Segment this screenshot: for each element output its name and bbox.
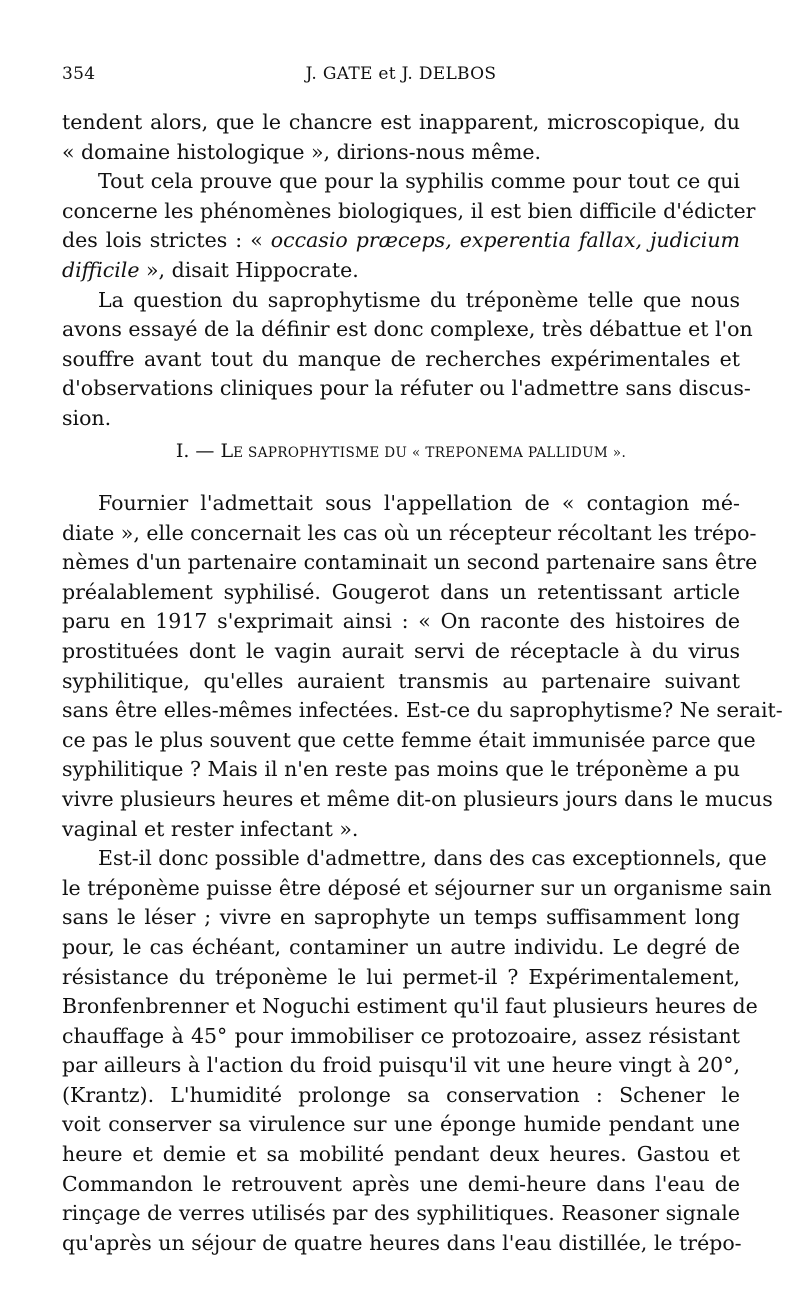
- text-line: concerne les phénomènes biologiques, il est bien difficile d'édicter: [62, 198, 756, 223]
- text-line: Est-il donc possible d'admettre, dans des cas exceptionnels, que: [98, 846, 767, 871]
- text-line: d'observations cliniques pour la réfuter ou l'admettre sans discus-: [62, 376, 751, 401]
- page-number: 354: [62, 64, 96, 84]
- section-title-initial: L: [220, 440, 234, 462]
- text-line: « domaine histologique », dirions-nous même.: [62, 139, 542, 164]
- text-line: Fournier l'admettait sous l'appellation de « contagion mé-: [98, 491, 740, 515]
- text-line: nèmes d'un partenaire contaminait un second partenaire sans être: [62, 550, 758, 575]
- section-number: I. —: [175, 440, 215, 462]
- text-line: tendent alors, que le chancre est inapparent, microscopique, du: [62, 110, 740, 134]
- body-text-bottom: [62, 489, 783, 1258]
- body-text-top: [62, 108, 756, 434]
- text-line: résistance du tréponème le lui permet-il ? Expérimentalement,: [62, 964, 740, 989]
- text-line: Tout cela prouve que pour la syphilis comme pour tout ce qui: [98, 169, 740, 194]
- page-header: [62, 64, 740, 90]
- text-line: rinçage de verres utilisés par des syphilitiques. Reasoner signale: [62, 1201, 740, 1226]
- section-title-rest: E SAPROPHYTISME DU « TREPONEMA PALLIDUM ».: [233, 445, 627, 461]
- text-line: pour, le cas échéant, contaminer un autre individu. Le degré de: [62, 934, 740, 959]
- text-line: chauffage à 45° pour immobiliser ce protozoaire, assez résistant: [62, 1023, 740, 1048]
- running-head: J. GATE et J. DELBOS: [305, 64, 497, 84]
- text-line: syphilitique ? Mais il n'en reste pas moins que le tréponème a pu: [62, 757, 740, 782]
- text-line: diate », elle concernait les cas où un récepteur récoltant les trépo-: [62, 520, 757, 545]
- text-line: La question du saprophytisme du tréponème telle que nous: [98, 287, 740, 312]
- text-line: [62, 256, 740, 286]
- text-line: syphilitique, qu'elles auraient transmis au partenaire suivant: [62, 668, 740, 693]
- text-line: vivre plusieurs heures et même dit-on plusieurs jours dans le mucus: [62, 786, 773, 811]
- text-line: vaginal et rester infectant ».: [62, 816, 359, 841]
- section-heading: [62, 440, 740, 462]
- text-line: sans être elles-mêmes infectées. Est-ce du saprophytisme? Ne serait-: [62, 698, 783, 723]
- text-line: Bronfenbrenner et Noguchi estiment qu'il faut plusieurs heures de: [62, 994, 758, 1019]
- section-title: [220, 440, 626, 462]
- text-line: souffre avant tout du manque de recherches expérimentales et: [62, 346, 740, 371]
- text-line: avons essayé de la définir est donc complexe, très débattue et l'on: [62, 317, 753, 342]
- text-run: des lois strictes : «: [62, 228, 271, 253]
- text-line: sans le léser ; vivre en saprophyte un temps suffisamment long: [62, 905, 740, 930]
- latin-quote: difficile: [62, 257, 140, 282]
- text-line: qu'après un séjour de quatre heures dans l'eau distillée, le trépo-: [62, 1230, 742, 1255]
- text-line: Commandon le retrouvent après une demi-heure dans l'eau de: [62, 1171, 740, 1196]
- text-line: prostituées dont le vagin aurait servi de réceptacle à du virus: [62, 638, 740, 663]
- text-line: voit conserver sa virulence sur une éponge humide pendant une: [62, 1112, 740, 1137]
- text-line: sion.: [62, 405, 112, 430]
- text-line: (Krantz). L'humidité prolonge sa conservation : Schener le: [62, 1082, 740, 1107]
- text-line: le tréponème puisse être déposé et séjourner sur un organisme sain: [62, 875, 772, 900]
- text-line: ce pas le plus souvent que cette femme était immunisée parce que: [62, 727, 756, 752]
- text-line: préalablement syphilisé. Gougerot dans un retentissant article: [62, 579, 740, 604]
- text-line: par ailleurs à l'action du froid puisqu'il vit une heure vingt à 20°,: [62, 1053, 740, 1078]
- text-run: », disait Hippocrate.: [139, 257, 359, 282]
- text-line: [62, 226, 740, 256]
- text-line: heure et demie et sa mobilité pendant deux heures. Gastou et: [62, 1142, 740, 1167]
- latin-quote: occasio præceps, experentia fallax, judicium: [270, 228, 740, 253]
- text-line: paru en 1917 s'exprimait ainsi : « On raconte des histoires de: [62, 609, 740, 634]
